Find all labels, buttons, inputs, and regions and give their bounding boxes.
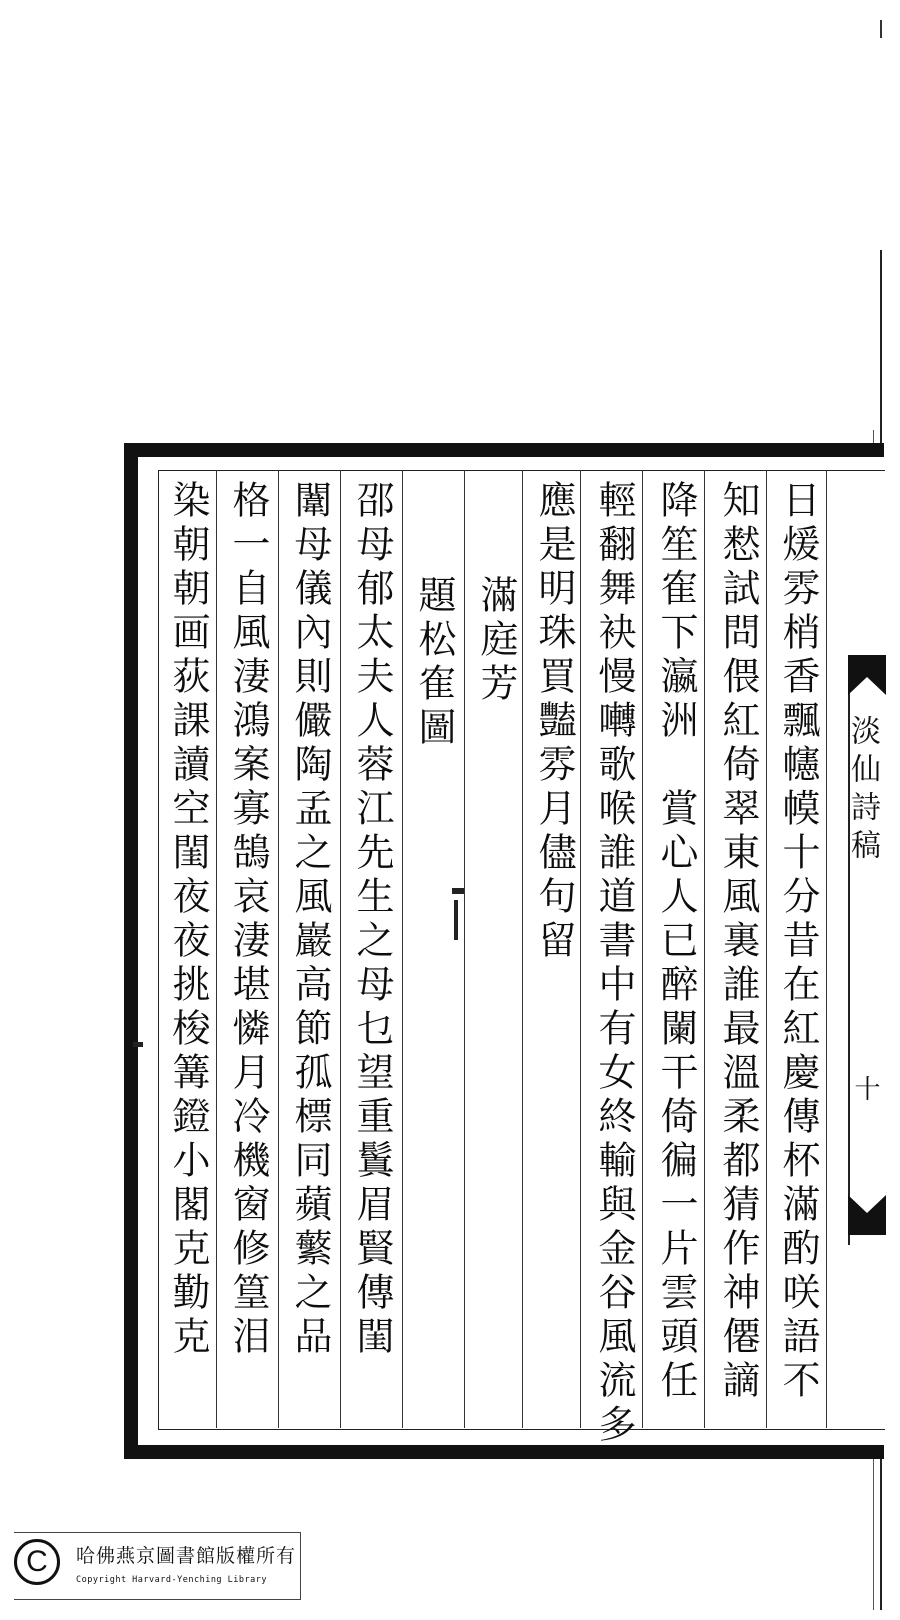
text-column: 邵母郁太夫人蓉江先生之母乜望重鬒眉賢傳閨 — [350, 480, 394, 1360]
text-column: 知慭試問偎紅倚翠東風裏誰最溫柔都猜作神僊謫 — [716, 480, 760, 1404]
page-edge-mark — [880, 20, 882, 38]
text-column: 染朝朝画荻課讀空閨夜夜挑梭篝鐙小閣克勤克 — [166, 480, 210, 1360]
copyright-chinese: 哈佛燕京圖書館版權所有 — [76, 1545, 297, 1567]
column-rule — [642, 470, 643, 1428]
copyright-english: Copyright Harvard-Yenching Library — [76, 1575, 267, 1585]
ink-speck — [452, 888, 464, 894]
section-title: 題松隺圖 — [412, 575, 456, 751]
text-column: 格一自風淒鴻案寡鵠哀淒堪憐月冷機窗修篁泪 — [226, 480, 270, 1360]
column-rule — [216, 470, 217, 1428]
column-rule — [402, 470, 403, 1428]
banxin-title: 淡仙詩稿 — [845, 715, 880, 867]
text-column: 輕翻舞袂慢囀歌喉誰道書中有女終輸與金谷風流多 — [592, 480, 636, 1448]
poem-title: 滿庭芳 — [474, 575, 518, 707]
copyright-icon: C — [14, 1539, 60, 1585]
copyright-notice — [14, 1532, 301, 1600]
fishtail-bottom — [848, 1195, 886, 1235]
ink-speck — [133, 1042, 143, 1047]
text-column: 應是明珠買豔雰月儘句留 — [532, 480, 576, 964]
ink-speck — [454, 900, 458, 940]
fishtail-top — [848, 655, 886, 695]
column-rule — [340, 470, 341, 1428]
text-column: 闈母儀內則儼陶孟之風巖高節孤標同蘋蘩之品 — [288, 480, 332, 1360]
column-rule — [766, 470, 767, 1428]
column-rule — [278, 470, 279, 1428]
column-rule — [826, 470, 827, 1428]
banxin-strip — [845, 655, 886, 1245]
column-rule — [704, 470, 705, 1428]
text-column: 降笙隺下瀛洲 賞心人已醉闌干倚徧一片雲頭任 — [654, 480, 698, 1404]
column-rule — [464, 470, 465, 1428]
text-column: 日煖雰梢香飄幰幙十分昔在紅慶傳杯滿酌咲語不 — [776, 480, 820, 1404]
folio-number: 十 — [850, 1075, 880, 1101]
